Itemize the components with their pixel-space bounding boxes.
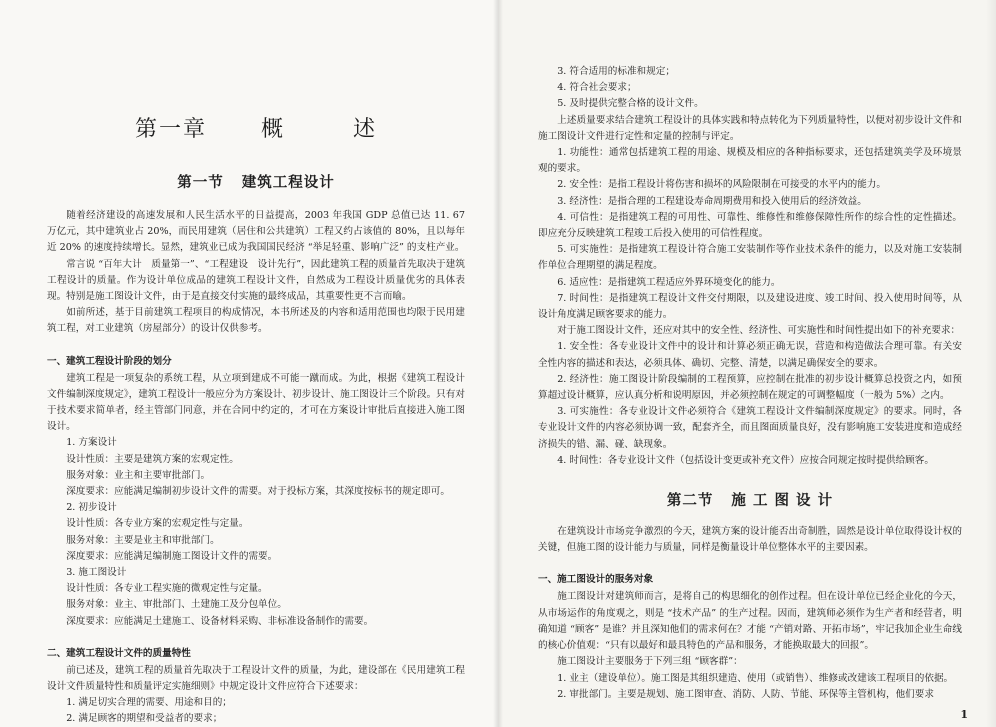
design-stages-paragraph: 建筑工程是一项复杂的系统工程，从立项到建成不可能一蹴而成。为此，根据《建筑工程设计文件编制深度规定》，建筑工程设计一般应分为方案设计、初步设计、施工图设计三个阶段。只有对于技术要求简单者，经主管部门同意，并在合同中约定的，才可在方案设计审批后直接进入施工图设计。 [47,372,465,433]
section-2-number: 第二节 [666,493,714,510]
book-spine-shadow [493,0,503,727]
chapter-title [47,112,465,143]
construction-item: 4. 时间性：各专业设计文件（包括设计变更或补充文件）应按合同规定按时提供给顾客。 [557,454,934,466]
stage-line: 设计性质：各专业工程实施的微观定性与定量。 [66,583,268,595]
section-2-title [538,489,962,510]
stage-line: 设计性质：主要是建筑方案的宏观定性。 [66,453,239,465]
construction-item: 3. 可实施性：各专业设计文件必须符合《建筑工程设计文件编制深度规定》的要求。同时，各专业设计文件的内容必须协调一致，配套齐全，而且图面质量良好，没有影响施工安装进度和造成经济损失的错、漏、碰、缺现象。 [538,406,962,450]
construction-item: 1. 安全性：各专业设计文件中的设计和计算必须正确无误，营造和构造做法合理可靠。有关安全性内容的描述和表达，必须具体、确切、完整、清楚，以满足确保安全的要求。 [538,341,962,369]
section-1-title [47,171,465,192]
client-item: 2. 审批部门。主要是规划、施工图审查、消防、人防、节能、环保等主管机构，他们要求 [557,688,934,700]
requirement-item: 2. 满足顾客的期望和受益者的要求； [66,713,223,725]
stage-line: 服务对象：主要是业主和审批部门。 [66,534,220,546]
requirement-item: 3. 符合适用的标准和规定； [557,66,675,77]
quality-item: 3. 经济性：是指合理的工程建设寿命周期费用和投入使用后的经济效益。 [557,195,867,207]
stage-line: 深度要求：应能满足编制施工图设计文件的需要。 [66,550,278,562]
client-item: 1. 业主（建设单位）。施工图是其组织建造、使用（或销售）、维修或改建该工程项目的依据。 [557,672,954,684]
construction-item: 2. 经济性：施工图设计阶段编制的工程预算，应控制在批准的初步设计概算总投资之内，如预算超过设计概算，应认真分析和说明原因，并必须控制在规定的可调整幅度（一般为 5%）之内。 [538,373,962,402]
chapter-word-2: 述 [353,117,378,142]
quality-paragraph: 前已述及，建筑工程的质量首先取决于工程设计文件的质量，为此，建设部在《民用建筑工程设计文件质量特性和质量评定实施细则》中规定设计文件应符合下述要求： [47,664,465,693]
stage-line: 深度要求：应能满足土建施工、设备材料采购、非标准设备制作的需要。 [66,615,374,627]
requirement-item: 1. 满足切实合理的需要、用途和目的； [66,697,232,709]
page-edge-shadow [986,0,996,727]
construction-intro-paragraph: 对于施工图设计文件，还应对其中的安全性、经济性、可实施性和时间性提出如下的补充要求： [557,325,961,337]
chapter-number: 第一章 [134,117,207,142]
stage-line: 1. 方案设计 [66,437,117,449]
section-1-number: 第一节 [177,175,224,191]
requirement-item: 4. 符合社会要求； [557,82,637,94]
quality-item: 1. 功能性：通常包括建筑工程的用途、规模及相应的各种指标要求，还包括建筑美学及环境景观的要求。 [538,147,962,175]
service-paragraph-2: 施工图设计主要服务于下列三组 “顾客群”： [557,656,743,668]
quality-item: 5. 可实施性：是指建筑工程设计符合施工安装制作等作业技术条件的能力，以及对施工安装制作单位合理期望的满足程度。 [538,244,962,272]
service-paragraph-1: 施工图设计对建筑师而言，是将自己的构思细化的创作过程。但在设计单位已经企业化的今天，从市场运作的角度观之，则是 “技术产品” 的生产过程。因而，建筑师必须作为生产者和经营者，明确知道 “顾客” 是谁？并且深知他们的需求何在？才能 “产销对路、开拓市场”，牢记我加企业生命线的核心价值观：“只有以最好和最具特色的产品和服务，才能换取最大的回报”。 [538,591,962,652]
stage-line: 3. 施工图设计 [66,567,127,579]
intro-paragraph-1: 随着经济建设的高速发展和人民生活水平的日益提高，2003 年我国 GDP 总值已达 11. 67 万亿元，其中建筑业占 20%，而民用建筑（居住和公共建筑）工程又约占该值的 80%，且以每年近 20% 的速度持续增长。显然，建筑业已成为我国国民经济 “举足轻重、影响广泛” 的支柱产业。 [47,210,465,254]
quality-item: 4. 可信性：是指建筑工程的可用性、可靠性、维修性和维修保障性所作的综合性的定性描述。即应充分反映建筑工程竣工后投入使用的可信性程度。 [538,211,962,240]
section-2-name: 施 工 图 设 计 [731,493,834,510]
section-2-paragraph: 在建筑设计市场竞争激烈的今天，建筑方案的设计能否出奇制胜，固然是设计单位取得设计权的关键，但施工图的设计能力与质量，同样是衡量设计单位整体水平的主要因素。 [538,526,962,554]
quality-item: 7. 时间性：是指建筑工程设计文件交付期限，以及建设进度、竣工时间、投入使用时间等，从设计角度满足顾客要求的能力。 [538,292,962,321]
page-number: 1 [960,708,968,721]
left-column [47,112,465,727]
chapter-word-1: 概 [260,117,285,142]
stage-line: 2. 初步设计 [66,502,117,514]
quality-item: 2. 安全性：是指工程设计将伤害和损坏的风险限制在可接受的水平内的能力。 [557,179,886,191]
stage-line: 服务对象：业主和主要审批部门。 [66,469,211,481]
requirement-item: 5. 及时提供完整合格的设计文件。 [557,98,704,110]
right-page [498,0,996,727]
stage-line: 设计性质：各专业方案的宏观定性与定量。 [66,518,249,530]
heading-quality-characteristics: 二、建筑工程设计文件的质量特性 [47,647,191,659]
stage-line: 服务对象：业主、审批部门、土建施工及分包单位。 [66,599,287,611]
intro-paragraph-2: 常言说 “百年大计 质量第一”、“工程建设 设计先行”，因此建筑工程的质量首先取决于建筑工程设计的质量。作为设计单位成品的建筑工程设计文件，自然成为工程设计质量优劣的具体表现。特别是施工图设计文件，由于是直接交付实施的最终成品，其重要性更不言而喻。 [47,258,465,303]
heading-design-stages: 一、建筑工程设计阶段的划分 [47,355,172,367]
stage-line: 深度要求：应能满足编制初步设计文件的需要。对于投标方案，其深度按标书的规定即可。 [66,486,450,498]
quality-item: 6. 适应性：是指建筑工程适应外界环境变化的能力。 [557,276,781,288]
heading-service-targets: 一、施工图设计的服务对象 [538,574,654,586]
intro-paragraph-3: 如前所述，基于目前建筑工程项目的构成情况，本书所述及的内容和适用范围也均限于民用建筑工程，对工业建筑（房屋部分）的设计仅供参考。 [47,307,465,335]
quality-intro-paragraph: 上述质量要求结合建筑工程设计的具体实践和特点转化为下列质量特性，以便对初步设计文件和施工图设计文件进行定性和定量的控制与评定。 [538,114,962,142]
section-1-name: 建筑工程设计 [241,175,335,191]
right-column [538,64,962,703]
